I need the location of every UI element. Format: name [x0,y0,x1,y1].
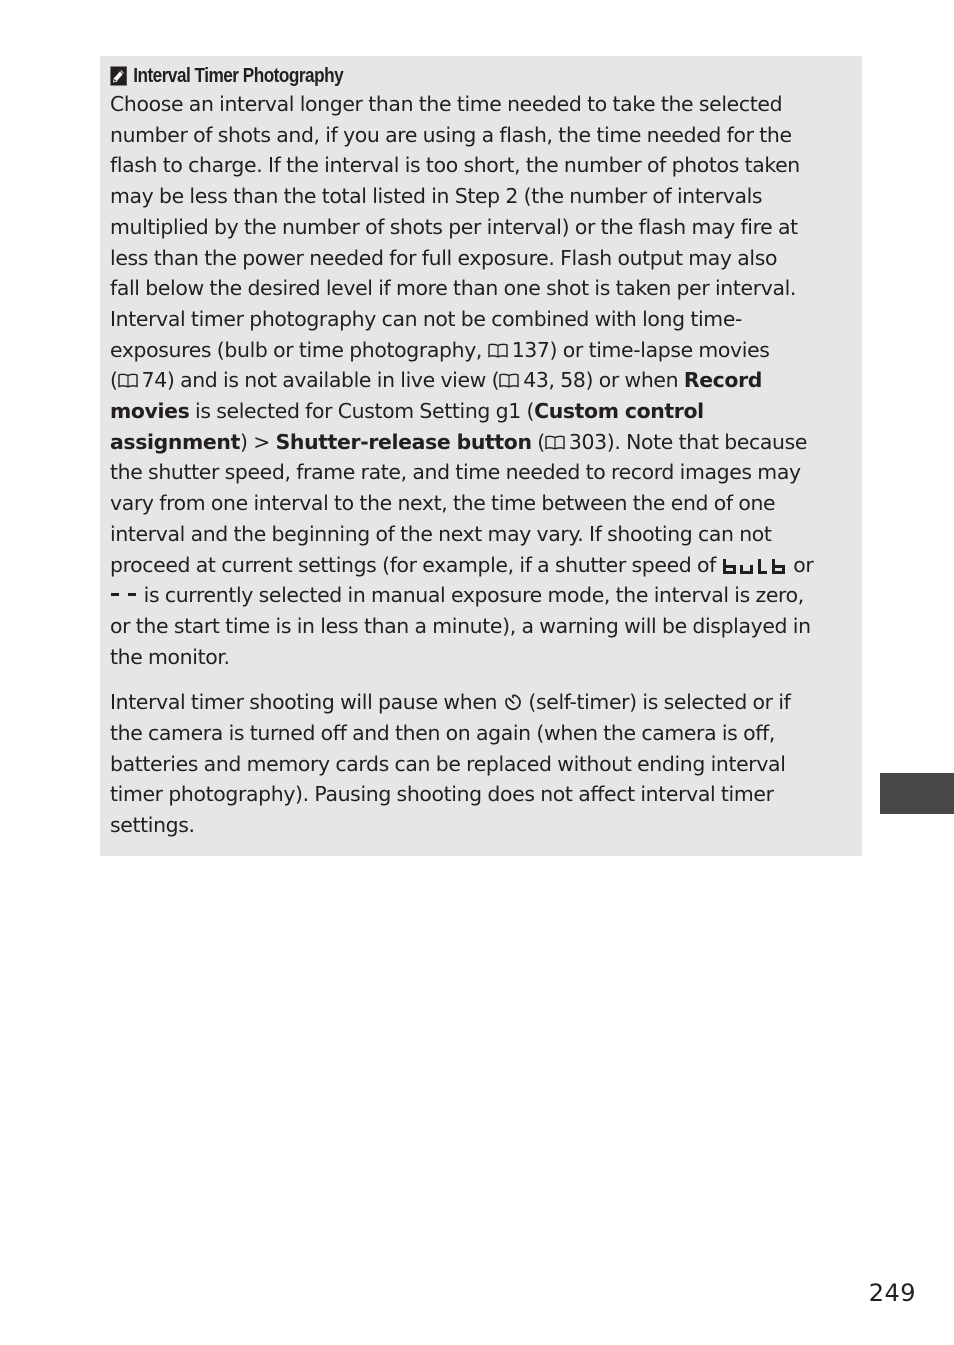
text-segment: or [787,552,814,577]
section-tab-marker [880,773,954,814]
text-line: fall below the desired level if more than one shot is taken per interval. [110,276,797,301]
text-line: the camera is turned off and then on again (when the camera is off, [110,721,775,746]
text-segment: exposures (bulb or time photography, [110,337,488,362]
text-line: number of shots and, if you are using a flash, the time needed for the [110,122,792,147]
menu-term-movies: movies [110,399,190,424]
menu-term-shutter-release-button: Shutter-release button [275,429,532,454]
text-segment: ) > [239,429,276,454]
page-ref-text: 43, 58) or when [523,368,684,393]
text-segment: ( [531,429,545,454]
note-heading [110,62,748,90]
pencil-icon [110,66,127,86]
page-ref-text: 303). Note that because [568,429,808,454]
text-segment: ( [110,368,118,393]
text-line [110,687,852,718]
book-icon [488,343,508,358]
menu-term-record-movies: Record [683,368,763,393]
text-line: Choose an interval longer than the time needed to take the selected [110,92,783,116]
page-ref-text: 74) and is not available in live view ( [141,368,500,393]
text-line: flash to charge. If the interval is too short, the number of photos taken [110,153,800,178]
text-line: less than the power needed for full exposure. Flash output may also [110,245,778,270]
text-line [110,396,852,427]
text-line: interval and the beginning of the next may vary. If shooting can not [110,521,772,546]
text-line: vary from one interval to the next, the time between the end of one [110,491,776,516]
text-line [110,335,852,366]
self-timer-icon [503,692,523,712]
text-line [110,427,852,458]
text-line: the shutter speed, frame rate, and time needed to record images may [110,460,801,485]
text-line: Interval timer photography can not be combined with long time- [110,306,743,331]
text-line: may be less than the total listed in Step 2 (the number of intervals [110,184,763,209]
text-line: batteries and memory cards can be replaced without ending interval [110,751,786,776]
text-segment: is selected for Custom Setting g1 ( [189,399,535,424]
text-line: or the start time is in less than a minute), a warning will be displayed in [110,613,811,638]
text-line: settings. [110,813,195,838]
menu-term-assignment: assignment [110,429,240,454]
note-box [100,56,862,856]
text-segment: proceed at current settings (for example, if a shutter speed of [110,552,722,577]
text-line: multiplied by the number of shots per interval) or the flash may fire at [110,214,798,239]
text-line: the monitor. [110,644,230,669]
page-number: 249 [868,1279,916,1307]
note-paragraph-2 [110,687,852,841]
lcd-bulb-icon [722,557,788,575]
note-paragraph-1 [110,89,852,672]
book-icon [499,373,519,388]
lcd-dash-icon [110,589,138,599]
text-line: timer photography). Pausing shooting does not affect interval timer [110,782,774,807]
note-heading-text: Interval Timer Photography [133,64,344,87]
book-icon [118,373,138,388]
menu-term-custom-control: Custom control [534,399,704,424]
text-segment: Interval timer shooting will pause when [110,690,503,715]
book-icon [545,435,565,450]
page-ref-text: 137) or time-lapse movies [511,337,770,362]
text-line [110,580,852,611]
text-segment: (self-timer) is selected or if [522,690,791,715]
text-segment: is currently selected in manual exposure mode, the interval is zero, [138,583,804,608]
text-line [110,365,852,396]
text-line [110,550,852,581]
